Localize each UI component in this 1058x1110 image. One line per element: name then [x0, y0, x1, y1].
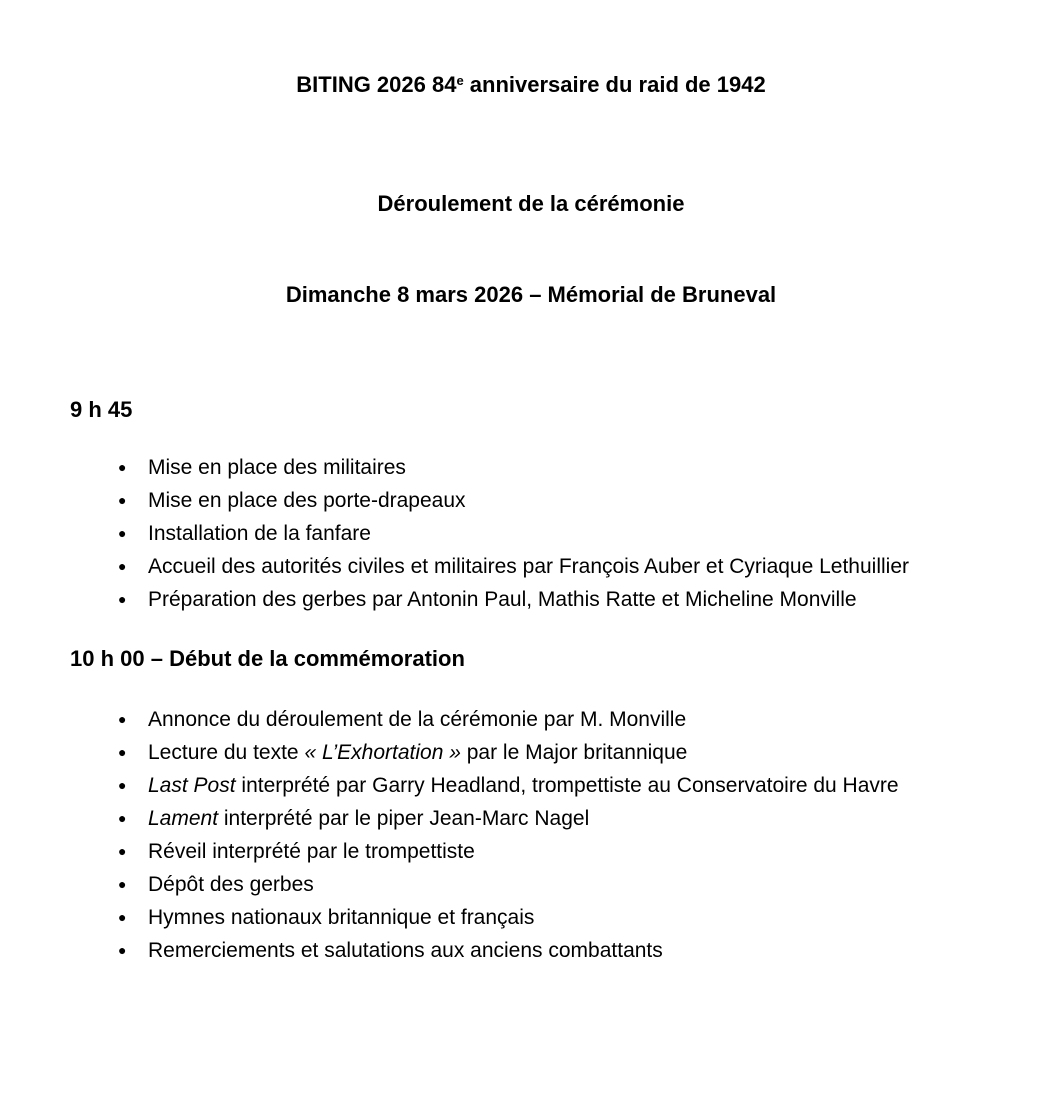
list-item — [70, 769, 920, 802]
list-item-text: Hymnes nationaux britannique et français — [148, 906, 535, 929]
list-item-text-italic: Lament — [148, 807, 219, 830]
list-item — [70, 484, 920, 517]
list-item-text: interprété par Garry Headland, trompettiste au Conservatoire du Havre — [235, 774, 899, 797]
list-item — [70, 451, 920, 484]
list-item — [70, 802, 920, 835]
list-item — [70, 736, 920, 769]
preparation-steps-list — [70, 451, 920, 616]
list-item — [70, 703, 920, 736]
list-item-text-italic: « L’Exhortation » — [304, 741, 461, 764]
list-item — [70, 934, 920, 967]
list-item-text: Réveil interprété par le trompettiste — [148, 840, 475, 863]
list-item-text: Mise en place des porte-drapeaux — [148, 489, 466, 512]
list-item — [70, 583, 920, 616]
list-item-text: Installation de la fanfare — [148, 522, 371, 545]
list-item-text: Lecture du texte — [148, 741, 305, 764]
section-heading-time-2: 10 h 00 – Début de la commémoration — [70, 646, 465, 671]
list-item — [70, 868, 920, 901]
document-subtitle: Déroulement de la cérémonie — [377, 191, 685, 216]
list-item-text: Accueil des autorités civiles et militaires par François Auber et Cyriaque Lethuillier — [148, 555, 910, 578]
list-item — [70, 517, 920, 550]
document-date-location: Dimanche 8 mars 2026 – Mémorial de Bruneval — [285, 282, 777, 307]
document-title-text: BITING 2026 84 — [296, 72, 457, 97]
list-item — [70, 835, 920, 868]
document-title — [70, 68, 992, 104]
list-item-text: Mise en place des militaires — [148, 456, 406, 479]
list-item-text: interprété par le piper Jean-Marc Nagel — [218, 807, 590, 830]
list-item-text: Annonce du déroulement de la cérémonie par M. Monville — [148, 708, 687, 731]
document-title-text: anniversaire du raid de 1942 — [463, 72, 766, 97]
document-title-superscript: e — [456, 73, 464, 88]
ceremony-steps-list — [70, 703, 920, 967]
list-item-text: par le Major britannique — [460, 741, 688, 764]
list-item-text: Remerciements et salutations aux anciens combattants — [148, 939, 663, 962]
list-item-text-italic: Last Post — [148, 774, 236, 797]
list-item — [70, 901, 920, 934]
section-heading-time-1: 9 h 45 — [70, 397, 133, 422]
list-item-text: Préparation des gerbes par Antonin Paul, Mathis Ratte et Micheline Monville — [148, 588, 857, 611]
list-item-text: Dépôt des gerbes — [148, 873, 314, 896]
list-item — [70, 550, 920, 583]
